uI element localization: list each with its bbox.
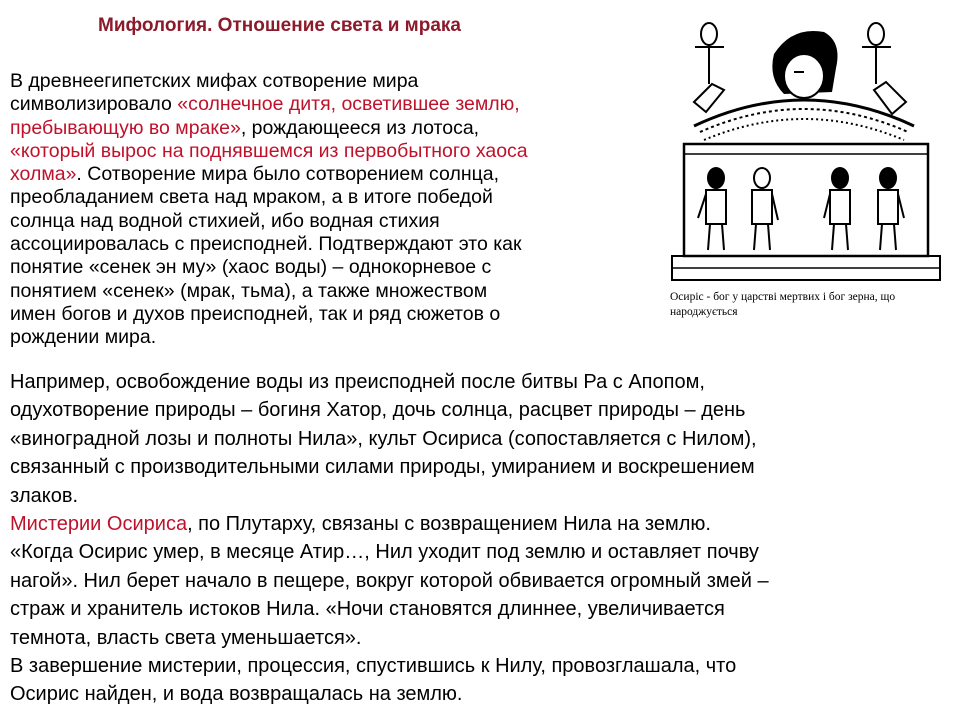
text-line xyxy=(10,326,670,349)
text-segment: «Когда Осирис умер, в месяце Атир…, Нил уходит под землю и оставляет почву xyxy=(10,541,759,564)
text-line xyxy=(10,595,940,623)
text-line xyxy=(10,186,670,209)
text-segment: солнца над водной стихией, ибо водная стихия xyxy=(10,209,440,232)
text-line xyxy=(10,210,670,233)
text-line xyxy=(10,453,940,481)
highlighted-text: Мистерии Осириса xyxy=(10,513,188,536)
text-line xyxy=(10,652,940,680)
text-segment: темнота, власть света уменьшается». xyxy=(10,626,362,649)
text-segment: понятие «сенек эн му» (хаос воды) – однокорневое с xyxy=(10,256,492,279)
egyptian-scene-drawing xyxy=(664,14,958,290)
text-segment: связанный с производительными силами природы, умиранием и воскрешением xyxy=(10,456,755,479)
text-line xyxy=(10,396,940,424)
text-segment: одухотворение природы – богиня Хатор, дочь солнца, расцвет природы – день xyxy=(10,399,746,422)
text-segment: страж и хранитель истоков Нила. «Ночи становятся длиннее, увеличивается xyxy=(10,598,725,621)
text-segment: ассоциировалась с преисподней. Подтверждают это как xyxy=(10,233,522,256)
text-segment: В древнеегипетских мифах сотворение мира xyxy=(10,70,419,92)
text-segment: символизировало xyxy=(10,93,178,116)
text-line xyxy=(10,482,940,510)
text-segment: В завершение мистерии, процессия, спустившись к Нилу, провозглашала, что xyxy=(10,655,737,678)
text-line xyxy=(10,117,670,140)
text-line xyxy=(10,93,670,116)
intro-paragraph xyxy=(10,70,670,350)
text-line xyxy=(10,163,670,186)
slide-title: Мифология. Отношение света и мрака xyxy=(98,15,461,36)
text-line xyxy=(10,538,940,566)
text-line xyxy=(10,280,670,303)
mysteries-paragraph xyxy=(10,368,940,709)
text-line xyxy=(10,510,940,538)
highlighted-text: холма» xyxy=(10,163,77,186)
text-line xyxy=(10,425,940,453)
text-line xyxy=(10,70,670,93)
text-segment: преобладанием света над мраком, а в итоге победой xyxy=(10,186,493,209)
highlighted-text: «который вырос на поднявшемся из первобытного хаоса xyxy=(10,139,528,162)
text-segment: рождении мира. xyxy=(10,326,157,349)
osiris-illustration xyxy=(664,14,958,324)
text-line xyxy=(10,233,670,256)
text-segment: злаков. xyxy=(10,484,79,507)
text-segment: , по Плутарху, связаны с возвращением Нила на землю. xyxy=(187,513,711,536)
text-line xyxy=(10,624,940,652)
text-segment: Осирис найден, и вода возвращалась на землю. xyxy=(10,683,463,706)
text-segment: нагой». Нил берет начало в пещере, вокруг которой обвивается огромный змей – xyxy=(10,569,769,592)
text-line xyxy=(10,567,940,595)
text-segment: Например, освобождение воды из преисподней после битвы Ра с Апопом, xyxy=(10,371,705,393)
text-line xyxy=(10,256,670,279)
text-line xyxy=(10,303,670,326)
text-segment: , рождающееся из лотоса, xyxy=(240,116,480,139)
text-line xyxy=(10,368,940,396)
text-segment: понятием «сенек» (мрак, тьма), а также множеством xyxy=(10,279,488,302)
text-line xyxy=(10,140,670,163)
text-line xyxy=(10,680,940,708)
highlighted-text: пребывающую во мраке» xyxy=(10,116,241,139)
figure-caption: Осиріс - бог у царстві мертвих і бог зерна, що народжується xyxy=(670,291,896,318)
text-segment: . Сотворение мира было сотворением солнца, xyxy=(76,163,500,186)
text-segment: «виноградной лозы и полноты Нила», культ Осириса (сопоставляется с Нилом), xyxy=(10,427,757,450)
highlighted-text: «солнечное дитя, осветившее землю, xyxy=(177,93,520,116)
text-segment: имен богов и духов преисподней, так и ряд сюжетов о xyxy=(10,302,501,325)
